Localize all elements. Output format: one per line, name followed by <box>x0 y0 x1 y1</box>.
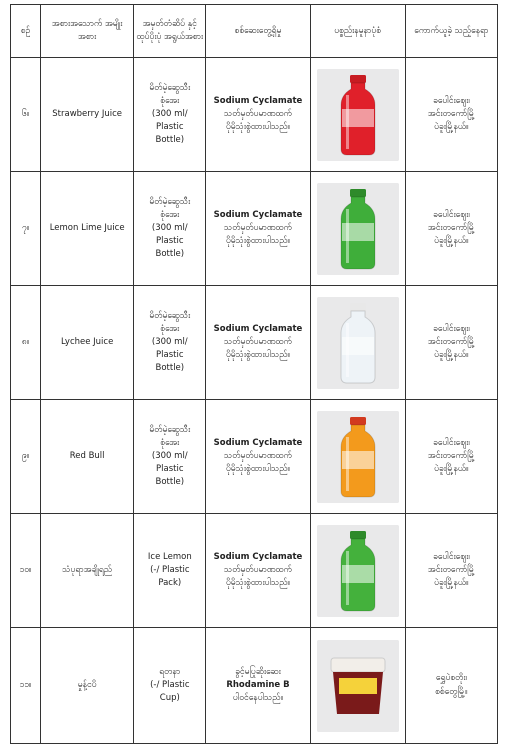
cell-chem <box>206 514 310 628</box>
product-photo-svg <box>317 297 399 389</box>
cell-chem <box>206 172 310 286</box>
product-photo-svg <box>317 525 399 617</box>
pack-line: ရတနာ <box>159 666 181 677</box>
pack-line: မိတ်မဲ့ဆွေသီး <box>149 310 191 321</box>
cell-photo <box>310 400 405 514</box>
cell-no: ၁၁။ <box>11 628 41 744</box>
chem-desc: ပိုမိုသုံးစွဲထားပါသည်။ <box>225 236 290 247</box>
chem-name: Sodium Cyclamate <box>213 323 303 334</box>
cell-location <box>405 628 497 744</box>
header-no: စဉ် <box>11 5 41 58</box>
cell-chem <box>206 286 310 400</box>
pack-line: Ice Lemon <box>147 551 192 562</box>
cell-pack <box>134 400 206 514</box>
chem-desc: ပိုမိုသုံးစွဲထားပါသည်။ <box>225 350 290 361</box>
chem-desc: ပိုမိုသုံးစွဲထားပါသည်။ <box>225 578 290 589</box>
chem-name: Sodium Cyclamate <box>213 95 303 106</box>
cell-name: မှုန့်ငပိ <box>41 628 134 744</box>
product-photo-svg <box>317 183 399 275</box>
table-row <box>11 172 498 286</box>
pack-line: (-/ Plastic <box>150 564 190 575</box>
pack-line: မိတ်မဲ့ဆွေသီး <box>149 82 191 93</box>
pack-line: Bottle) <box>155 477 185 488</box>
pack-line: စုံအေး <box>160 323 180 334</box>
cell-name: သံပုရာအချိုရည် <box>41 514 134 628</box>
location-line: အင်းတကော်မြို့ <box>427 336 475 347</box>
cell-name: Lemon Lime Juice <box>41 172 134 286</box>
cell-name: Strawberry Juice <box>41 58 134 172</box>
location-line: ခပေါင်းဈေး၊ <box>433 551 470 562</box>
header-photo: ပစ္စည်းနမူနာပုံစံ <box>310 5 405 58</box>
pack-line: (300 ml/ <box>151 450 188 461</box>
table-row <box>11 400 498 514</box>
pack-line: စုံအေး <box>160 209 180 220</box>
cell-chem <box>206 58 310 172</box>
pack-line: Bottle) <box>155 135 185 146</box>
header-loc: ကောက်ယူခဲ့ သည့်နေရာ <box>405 5 497 58</box>
cell-no: ၉။ <box>11 400 41 514</box>
location-line: အင်းတကော်မြို့ <box>427 108 475 119</box>
pack-line: မိတ်မဲ့ဆွေသီး <box>149 424 191 435</box>
cell-pack <box>134 286 206 400</box>
pack-line: Plastic <box>156 464 184 475</box>
cell-chem <box>206 400 310 514</box>
location-line: ခပေါင်းဈေး၊ <box>433 437 470 448</box>
chem-desc: ပိုမိုသုံးစွဲထားပါသည်။ <box>225 122 290 133</box>
cell-location <box>405 286 497 400</box>
cell-name: Red Bull <box>41 400 134 514</box>
pack-line: စုံအေး <box>160 437 180 448</box>
pack-line: Plastic <box>156 236 184 247</box>
location-line: ခပေါင်းဈေး၊ <box>433 323 470 334</box>
pack-line: မိတ်မဲ့ဆွေသီး <box>149 196 191 207</box>
pack-line: Plastic <box>156 350 184 361</box>
cell-no: ၈။ <box>11 286 41 400</box>
chem-name: Sodium Cyclamate <box>213 209 303 220</box>
pack-line: Cup) <box>159 693 180 704</box>
location-line: ပဲခူးမြို့နယ်။ <box>434 122 469 133</box>
location-line: ရွှေပဲစတိုး၊ <box>435 673 467 684</box>
pack-line: (300 ml/ <box>151 336 188 347</box>
cell-location <box>405 172 497 286</box>
chem-desc: သတ်မှတ်ပမာဏထက် <box>224 450 292 461</box>
chem-desc: ပိုမိုသုံးစွဲထားပါသည်။ <box>225 464 290 475</box>
table-row <box>11 514 498 628</box>
cell-location <box>405 514 497 628</box>
product-photo <box>317 297 399 389</box>
product-photo-svg <box>317 69 399 161</box>
pack-line: (-/ Plastic <box>150 679 190 690</box>
header-pack: အမှတ်တံဆိပ် နှင့်ထုပ်ပိုးပုံ အရွယ်အစား <box>134 5 206 58</box>
cell-no: ၆။ <box>11 58 41 172</box>
cell-pack <box>134 514 206 628</box>
product-photo-svg <box>317 411 399 503</box>
chem-desc: သတ်မှတ်ပမာဏထက် <box>224 222 292 233</box>
chem-desc: သတ်မှတ်ပမာဏထက် <box>224 108 292 119</box>
cell-no: ၁၀။ <box>11 514 41 628</box>
product-photo <box>317 69 399 161</box>
chem-desc: သတ်မှတ်ပမာဏထက် <box>224 336 292 347</box>
cell-pack <box>134 172 206 286</box>
cell-name: Lychee Juice <box>41 286 134 400</box>
product-photo-svg <box>317 640 399 732</box>
table-row <box>11 628 498 744</box>
cell-pack <box>134 58 206 172</box>
product-photo <box>317 183 399 275</box>
cell-photo <box>310 58 405 172</box>
header-chem: စစ်ဆေးတွေ့ရှိမှု <box>206 5 310 58</box>
location-line: ခပေါင်းဈေး၊ <box>433 95 470 106</box>
table-row <box>11 58 498 172</box>
food-test-results-table <box>10 4 498 744</box>
cell-chem <box>206 628 310 744</box>
product-photo <box>317 411 399 503</box>
location-line: ပဲခူးမြို့နယ်။ <box>434 236 469 247</box>
pack-line: Pack) <box>158 578 182 589</box>
chem-name: Rhodamine B <box>226 679 290 690</box>
location-line: အင်းတကော်မြို့ <box>427 222 475 233</box>
chem-desc: သတ်မှတ်ပမာဏထက် <box>224 564 292 575</box>
product-photo <box>317 640 399 732</box>
cell-location <box>405 58 497 172</box>
cell-photo <box>310 172 405 286</box>
cell-photo <box>310 514 405 628</box>
location-line: ပဲခူးမြို့နယ်။ <box>434 350 469 361</box>
header-name: အစားအသောက် အမျိုးအစား <box>41 5 134 58</box>
cell-pack <box>134 628 206 744</box>
chem-desc: ပါဝင်နေပါသည်။ <box>232 693 284 704</box>
pack-line: Plastic <box>156 122 184 133</box>
pack-line: (300 ml/ <box>151 222 188 233</box>
pack-line: Bottle) <box>155 249 185 260</box>
cell-no: ၇။ <box>11 172 41 286</box>
pack-line: Bottle) <box>155 363 185 374</box>
chem-name: Sodium Cyclamate <box>213 551 303 562</box>
location-line: ပဲခူးမြို့နယ်။ <box>434 578 469 589</box>
location-line: ပဲခူးမြို့နယ်။ <box>434 464 469 475</box>
location-line: အင်းတကော်မြို့ <box>427 450 475 461</box>
cell-photo <box>310 628 405 744</box>
pack-line: စုံအေး <box>160 95 180 106</box>
cell-photo <box>310 286 405 400</box>
chem-name: Sodium Cyclamate <box>213 437 303 448</box>
location-line: စစ်တွေမြို့။ <box>435 686 468 697</box>
header-row <box>11 5 498 58</box>
location-line: ခပေါင်းဈေး၊ <box>433 209 470 220</box>
cell-location <box>405 400 497 514</box>
chem-note: ခွင့်မပြုဆိုးဆေး <box>235 666 281 677</box>
location-line: အင်းတကော်မြို့ <box>427 564 475 575</box>
product-photo <box>317 525 399 617</box>
table-row <box>11 286 498 400</box>
pack-line: (300 ml/ <box>151 108 188 119</box>
